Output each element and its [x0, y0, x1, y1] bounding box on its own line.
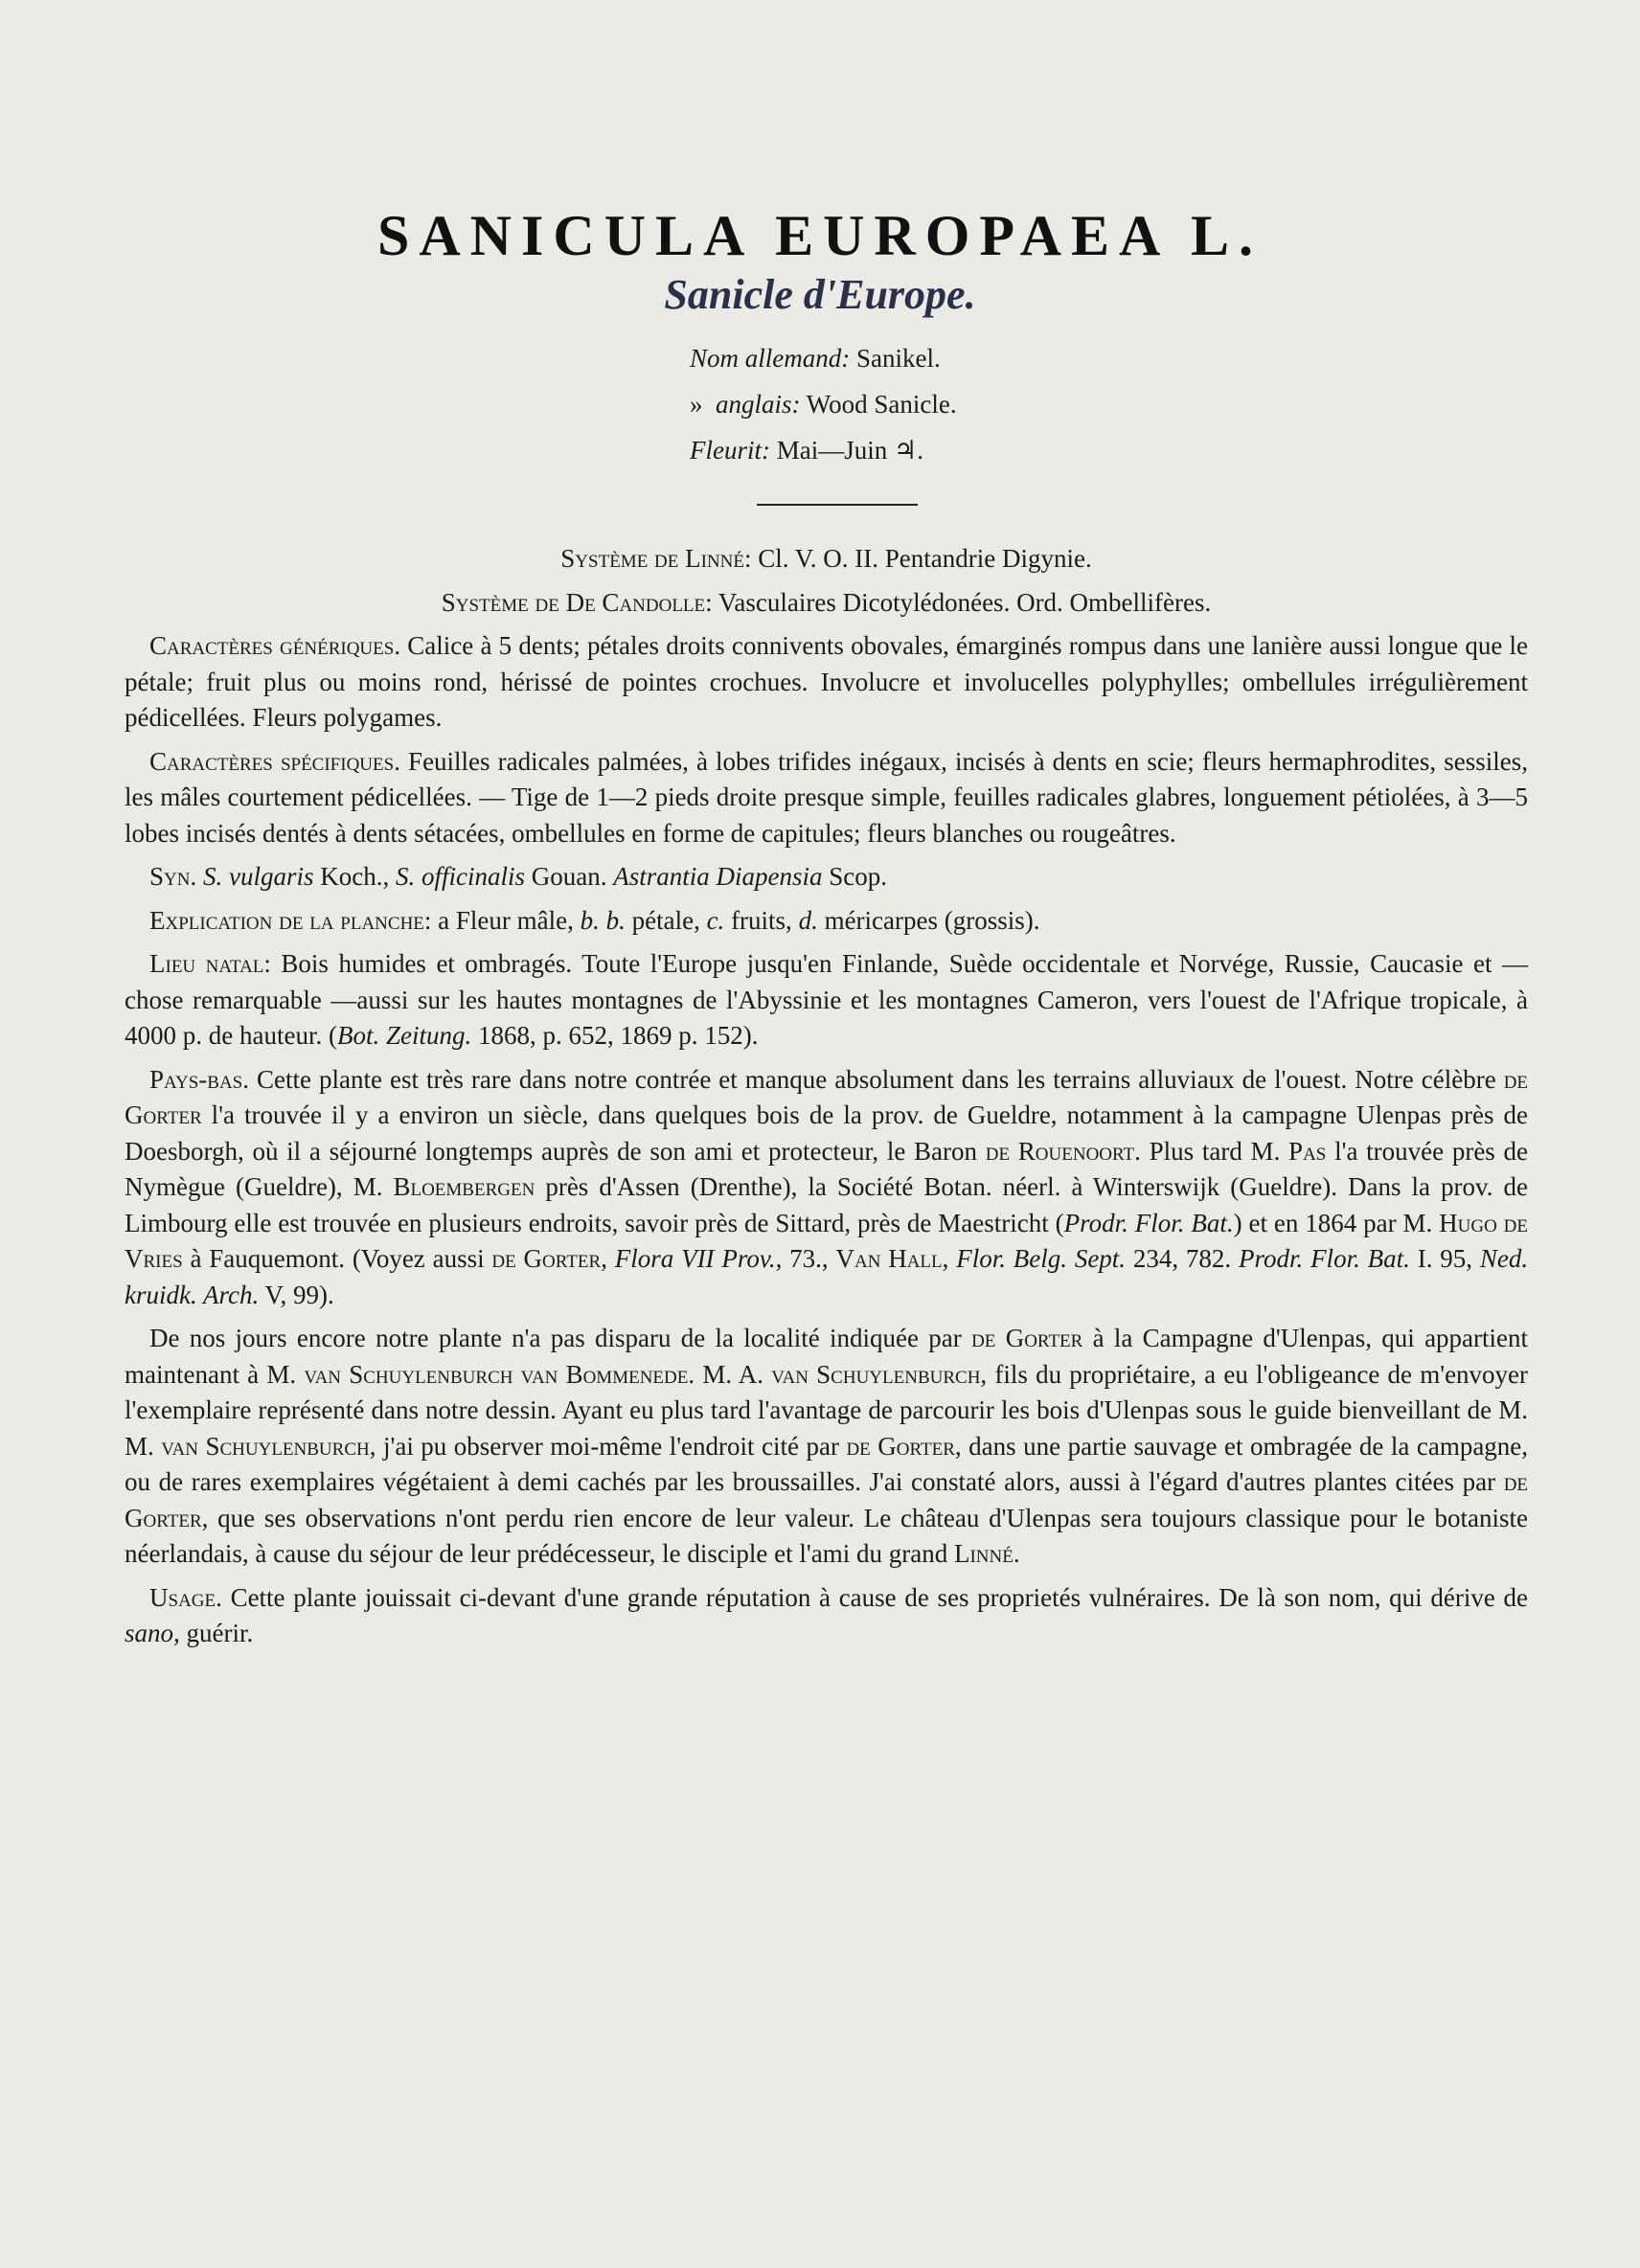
common-names-block — [690, 335, 957, 473]
pays-bas-t11: V, 99). — [264, 1280, 334, 1309]
pays-bas-n6: de Gorter, — [491, 1244, 607, 1273]
lieu-natal-text: Bois humides et ombragés. Toute l'Europe jusqu'en Finlande, Suède occidentale et Norvége, Russie, Caucasie et — chose remarquable —aussi sur les hautes montagnes de l'Abyssinie et les montagnes Cameron, vers l'ouest de l'Afrique tropicale, à 4000 p. de hauteur. — [125, 949, 1529, 1050]
pays-bas-i3: Flor. Belg. Sept. — [956, 1244, 1127, 1273]
de-nos-jours-n4: van Schuylenburch, — [161, 1431, 376, 1461]
pays-bas-i4: Prodr. Flor. Bat. — [1239, 1244, 1410, 1273]
pays-bas-t2: l'a trouvée il y a environ un siècle, dans quelques bois de la prov. de Gueldre, notamment à la campagne Ulenpas près de Doesborgh, où il a séjourné longtemps auprès de son ami et protecteur, le Baron — [125, 1100, 1529, 1166]
pays-bas-n1: de Gorter — [125, 1064, 1529, 1129]
de-nos-jours-n6: de Gorter, — [125, 1467, 1529, 1532]
page-title: SANICULA EUROPAEA L. — [376, 204, 1263, 267]
synonymes — [125, 859, 1528, 896]
lieu-natal-label: Lieu natal: — [149, 949, 271, 978]
synonymes-label: Syn. — [149, 862, 197, 891]
usage — [125, 1580, 1528, 1652]
pays-bas-i2: Flora VII Prov., — [614, 1244, 783, 1273]
german-name-row — [690, 335, 957, 381]
explication-t4: c. — [706, 905, 725, 935]
explication-t2: b. b. — [580, 905, 626, 935]
pays-bas-t10: I. 95, — [1417, 1244, 1473, 1273]
caracteres-specifiques-label: Caractères spécifiques. — [149, 746, 400, 776]
synonym-2-author: Gouan. — [531, 862, 607, 891]
english-name-label: anglais: — [716, 390, 801, 419]
usage-t1: Cette plante jouissait ci-devant d'une grande réputation à cause de ses proprietés vulnéraires. De là son nom, qui dérive de — [230, 1582, 1528, 1612]
caracteres-specifiques — [125, 744, 1528, 852]
usage-label: Usage. — [149, 1582, 222, 1612]
de-nos-jours-t6: dans une partie sauvage et ombragée de la campagne, ou de rares exemplaires végétaient à demi cachés par les broussailles. J'ai constaté alors, aussi à l'égard d'autres plantes citées par — [125, 1431, 1529, 1496]
german-name-label: Nom allemand: — [690, 344, 851, 373]
de-nos-jours-t5: j'ai pu observer moi-même l'endroit cité par — [382, 1431, 839, 1461]
pays-bas-i1: Prodr. Flor. Bat. — [1063, 1208, 1234, 1237]
flowering-value: Mai—Juin ♃. — [776, 436, 923, 465]
flowering-row — [690, 427, 957, 473]
de-nos-jours-n3: van Schuylenburch, — [771, 1359, 988, 1389]
lieu-natal — [125, 946, 1528, 1055]
pays-bas-t7: à Fauquemont. (Voyez aussi — [190, 1244, 485, 1273]
systeme-linne — [125, 541, 1528, 578]
caracteres-generiques — [125, 628, 1528, 737]
pays-bas-i5: Ned. kruidk. Arch. — [125, 1244, 1529, 1309]
explication-planche — [125, 903, 1528, 940]
flowering-label: Fleurit: — [690, 436, 770, 465]
synonym-1: S. vulgaris — [202, 862, 314, 891]
pays-bas-t8: 73., — [789, 1244, 829, 1273]
english-name-row — [690, 381, 957, 427]
de-nos-jours-n7: Linné. — [953, 1539, 1020, 1568]
pays-bas-n5: Hugo de Vries — [125, 1208, 1529, 1273]
description-body — [125, 541, 1528, 1660]
pays-bas — [125, 1062, 1528, 1314]
systeme-linne-text: Cl. V. O. II. Pentandrie Digynie. — [758, 544, 1092, 573]
usage-i1: sano, — [125, 1619, 180, 1647]
synonym-3-author: Scop. — [829, 862, 887, 891]
synonym-1-author: Koch., — [320, 862, 390, 891]
explication-t1: a Fleur mâle, — [438, 905, 574, 935]
de-nos-jours-t2: à la Campagne d'Ulenpas, qui appartient maintenant à M. — [125, 1324, 1529, 1389]
pays-bas-t5: près d'Assen (Drenthe), la Société Botan. néerl. à Winterswijk (Gueldre). Dans la prov. de Limbourg elle est trouvée en plusieurs endroits, savoir près de Sittard, près de Maestricht ( — [125, 1172, 1528, 1237]
systeme-linne-label: Système de Linné: — [560, 544, 752, 573]
lieu-natal-ref-rest: 1868, p. 652, 1869 p. 152). — [477, 1021, 759, 1050]
systeme-candolle — [125, 585, 1528, 622]
de-nos-jours-t4: fils du propriétaire, a eu l'obligeance de m'envoyer l'exemplaire représenté dans notre dessin. Ayant eu plus tard l'avantage de parcourir les bois d'Ulenpas sous le guide bienveillant de M. M. — [125, 1359, 1529, 1461]
lieu-natal-ref-open: ( — [328, 1021, 337, 1050]
pays-bas-t9: 234, 782. — [1132, 1244, 1232, 1273]
lieu-natal-ref-title: Bot. Zeitung. — [336, 1021, 472, 1050]
pays-bas-t1: Cette plante est très rare dans notre contrée et manque absolument dans les terrains alluviaux de l'ouest. Notre célèbre — [257, 1064, 1496, 1094]
systeme-candolle-text: Vasculaires Dicotylédonées. Ord. Ombellifères. — [718, 587, 1212, 617]
caracteres-generiques-label: Caractères génériques. — [149, 631, 401, 660]
page-subtitle: Sanicle d'Europe. — [664, 271, 976, 318]
systeme-candolle-label: Système de De Candolle: — [441, 587, 713, 617]
explication-t6: d. — [798, 905, 818, 935]
pays-bas-t4: l'a trouvée près de Nymègue (Gueldre), M. — [125, 1136, 1529, 1201]
english-name-value: Wood Sanicle. — [806, 390, 957, 419]
divider-rule — [757, 504, 918, 506]
german-name-value: Sanikel. — [855, 344, 941, 373]
pays-bas-label: Pays-bas. — [149, 1064, 249, 1094]
pays-bas-t3: Plus tard M. — [1149, 1136, 1281, 1166]
pays-bas-t6: ) et en 1864 par M. — [1233, 1208, 1433, 1237]
caracteres-generiques-text: Calice à 5 dents; pétales droits connivents obovales, émarginés rompus dans une lanière aussi longue que le pétale; fruit plus ou moins rond, hérissé de pointes crochues. Involucre et involucelles polyphylles; ombellules irrégulièrement pédicellées. Fleurs polygames. — [125, 631, 1529, 732]
de-nos-jours-t3: M. A. — [702, 1359, 764, 1389]
pays-bas-n4: Bloembergen — [393, 1172, 535, 1201]
explication-t3: pétale, — [631, 905, 700, 935]
de-nos-jours-n1: de Gorter — [971, 1324, 1083, 1352]
de-nos-jours — [125, 1321, 1528, 1573]
de-nos-jours-t7: que ses observations n'ont perdu rien encore de leur valeur. Le château d'Ulenpas sera toujours classique pour le botaniste néerlandais, à cause du séjour de leur prédécesseur, le disciple et l'ami du grand — [125, 1503, 1528, 1568]
ditto-mark: » — [690, 390, 703, 419]
explication-t7: méricarpes (grossis). — [824, 905, 1040, 935]
explication-label: Explication de la planche: — [149, 905, 432, 935]
pays-bas-n3: Pas — [1288, 1136, 1327, 1166]
pays-bas-n2: de Rouenoort. — [985, 1136, 1141, 1166]
de-nos-jours-t1: De nos jours encore notre plante n'a pas disparu de la localité indiquée par — [149, 1324, 962, 1352]
usage-t2: guérir. — [186, 1619, 254, 1647]
explication-t5: fruits, — [731, 905, 792, 935]
pays-bas-n7: Van Hall, — [835, 1244, 949, 1273]
de-nos-jours-n2: van Schuylenburch van Bommenede. — [304, 1359, 695, 1389]
caracteres-specifiques-text: Feuilles radicales palmées, à lobes trifides inégaux, incisés à dents en scie; fleurs hermaphrodites, sessiles, les mâles courtement pédicellées. — Tige de 1—2 pieds droite presque simple, feuilles radicales glabres, longuement pétiolées, à 3—5 lobes incisés dentés à dents sétacées, ombellules en forme de capitules; fleurs blanches ou rougeâtres. — [125, 746, 1528, 848]
synonym-2: S. officinalis — [395, 862, 525, 891]
de-nos-jours-n5: de Gorter, — [846, 1431, 962, 1461]
synonym-3: Astrantia Diapensia — [613, 862, 823, 891]
